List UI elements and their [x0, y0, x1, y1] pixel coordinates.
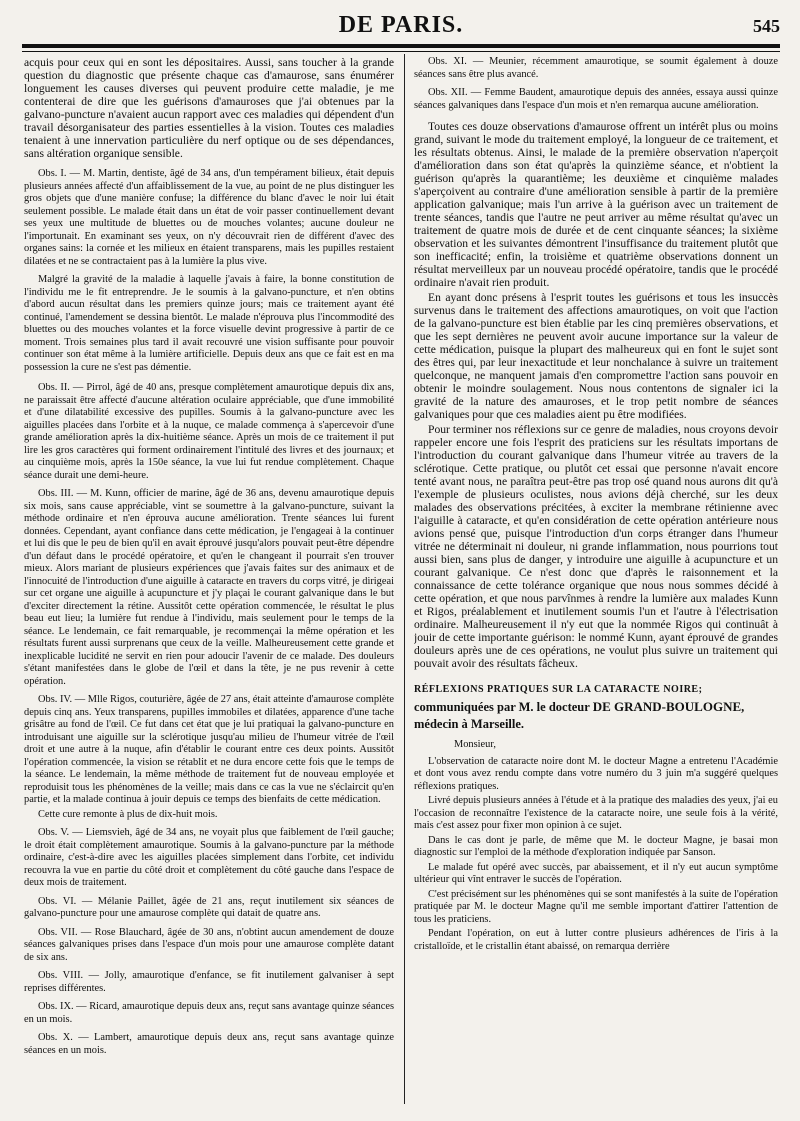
- observation-paragraph: Obs. XII. — Femme Baudent, amaurotique depuis des années, essaya aussi quinze séances galvaniques dans l'espace d'un mois et n'en remarqua aucune amélioration.: [414, 87, 778, 111]
- letter-paragraph: C'est précisément sur les phénomènes qui se sont manifestés à la suite de l'opération pratiquée par M. le docteur Magne qu'il me semble important d'attirer l'attention de tous les praticiens.: [414, 888, 778, 925]
- header-rule-thick: [22, 44, 780, 48]
- section-heading-caps: RÉFLEXIONS PRATIQUES SUR LA CATARACTE NOIRE;: [414, 684, 703, 695]
- letter-paragraph: Le malade fut opéré avec succès, par abaissement, et il n'y eut aucun symptôme ultérieur qui vînt entraver le succès de l'opération.: [414, 861, 778, 885]
- letter-paragraph: L'observation de cataracte noire dont M. le docteur Magne a entretenu l'Académie et dont vous avez rendu compte dans votre numéro du 3 juin m'a suggéré quelques réflexions pratiques.: [414, 755, 778, 792]
- observation-paragraph: Obs. VI. — Mélanie Paillet, âgée de 21 ans, reçut inutilement six séances de galvano-puncture pour une amaurose complète qui datait de quatre ans.: [24, 895, 394, 919]
- letter-paragraph: Livré depuis plusieurs années à l'étude et à la pratique des maladies des yeux, j'ai eu l'occasion de reconnaître l'existence de la cataracte noire, une seule fois à la vérité, mais c'est assez pour fixer mon opinion à ce sujet.: [414, 795, 778, 831]
- discussion-paragraph: Pour terminer nos réflexions sur ce genre de maladies, nous croyons devoir rappeler encore une fois l'esprit des praticiens sur les résultats importans de l'introduction du courant galvanique dans l'humeur vitrée au travers de la sclérotique. Cette pratique, ou plutôt cet essai que personne n'avait encore tenté avant nous, ne paraîtra peut-être pas trop osé quand nous aurons dit qu'à l'exemple de plusieurs oculistes, nous avions déjà cherché, sur les deux malades des observations précitées, à exciter la membrane rétinienne avec l'aiguille à cataracte, et qu'en considération de cette opération antérieure nous avions pensé que, puisque l'introduction d'un corps étranger dans l'humeur vitrée ne déterminait ni douleur, ni grande inflammation, nous pourrions tout aussi bien, sans plus de danger, y introduire une aiguille à acupuncture et un courant galvanique. Ce n'est donc que d'après le raisonnement et la connaissance de cette tolérance organique que nous nous sommes décidé à cette opération, et que nous parvînmes à rendre la lumière aux malades Kunn et Rigos, préalablement et inutilement soumis l'un et l'autre à l'électrisation ordinaire. Malheureusement il n'y eut que la nommée Rigos qui continuât à jouir de cette importante guérison: le nommé Kunn, ayant éprouvé de grandes douleurs après une de ces opérations, ne voulut plus suivre un traitement qui pouvait avoir des résultats fâcheux.: [414, 423, 778, 670]
- discussion-paragraph: Toutes ces douze observations d'amaurose offrent un intérêt plus ou moins grand, suivant le mode du traitement employé, la longueur de ce traitement, et les résultats obtenus. Ainsi, le malade de la première observation n'aperçoit d'amélioration dans son état qu'après la quinzième séance, et n'obtient la guérison qu'après la quarantième; les deuxième et cinquième malades s'aperçoivent au contraire d'une amélioration sensible à partir de la première application galvanique; mais l'un arrive à la guérison avec un traitement de trente séances, tandis que l'autre ne peut arriver au même résultat qu'avec un traitement de quatre mois de durée et de cent cinquante séances; la sixième observation et les suivantes démontrent l'insuffisance du traitement plutôt que son inefficacité; enfin, la troisième et quatrième observations donnent un résultat merveilleux par un nouveau procédé opératoire, tandis que le procédé ordinaire n'avait rien produit.: [414, 120, 778, 289]
- page-header: [22, 12, 780, 40]
- observation-paragraph: Obs. V. — Liemsvieh, âgé de 34 ans, ne voyait plus que faiblement de l'œil gauche; le droit était complètement amaurotique. Soumis à la galvano-puncture par la méthode ordinaire, c'est-à-dire avec les aiguilles placées simplement dans l'orbite, cet individu recouvra la vue en partie du côté droit et complètement du côté gauche dans l'espace de deux mois de traitement.: [24, 827, 394, 888]
- letter-salutation: Monsieur,: [454, 739, 497, 750]
- page-number: 545: [753, 16, 780, 36]
- observation-paragraph: Obs. VII. — Rose Blauchard, âgée de 30 ans, n'obtint aucun amendement de douze séances galvaniques prises dans l'espace d'un mois pour une amaurose complète datant de six ans.: [24, 926, 394, 963]
- observation-paragraph: Obs. XI. — Meunier, récemment amaurotique, se soumit également à douze séances sans être plus avancé.: [414, 56, 778, 80]
- observation-paragraph: Obs. X. — Lambert, amaurotique depuis deux ans, reçut sans avantage quinze séances en un mois.: [24, 1032, 394, 1056]
- observation-paragraph: Obs. I. — M. Martin, dentiste, âgé de 34 ans, d'un tempérament bilieux, était depuis plusieurs années affecté d'un affaiblissement de la vue, au point de ne plus distinguer les gros objets que d'une manière confuse; la différence du blanc d'avec le noir lui était seulement possible. Le malade était dans un état de voir passer continuellement devant ses yeux une multitude de bluettes ou de mouches volantes; aucune douleur ne l'importunait. En examinant ses yeux, on n'y découvrait rien de différent d'avec des organes sains: la cornée et les milieux en étaient transparens, mais les pupilles restaient dilatées et ne se contractaient pas à la lumière la plus vive.: [24, 168, 394, 267]
- observation-paragraph: Obs. IV. — Mlle Rigos, couturière, âgée de 27 ans, était atteinte d'amaurose complète depuis cinq ans. Yeux transparens, pupilles immobiles et dilatées, apparence d'une tache grisâtre au fond de l'œil. Ce fut dans cet état que je lui pratiquai la galvano-puncture en introduisant une aiguille sur la sclérotique jusqu'au milieu de l'humeur vitrée de l'œil droit et une autre à la nuque, afin d'établir le courant entre ces deux points. Aussitôt l'opération commencée, la vision se rétablit et ne dura encore cette fois que le temps de la séance. Le lendemain, la même méthode de traitement fut de nouveau employée et reproduisit tous les phénomènes de la veille; mais dans ce cas la vue ne s'éclaircit qu'en partie, et la malade continua à jouir depuis ce temps des bienfaits de cette médication.: [24, 694, 394, 805]
- right-column: [414, 56, 778, 1101]
- column-divider: [404, 54, 405, 1104]
- section-heading-rest: communiquées par M. le docteur: [414, 700, 593, 714]
- header-rule-thin: [22, 51, 780, 52]
- observation-paragraph: Obs. VIII. — Jolly, amaurotique d'enfance, se fit inutilement galvaniser à sept reprises différentes.: [24, 970, 394, 994]
- discussion-paragraph: En ayant donc présens à l'esprit toutes les guérisons et tous les insuccès survenus dans le traitement des affections amaurotiques, on voit que l'action de la galvano-puncture est bien établie par les cinq premières observations, et que les sept dernières ne peuvent avoir aucune importance sur la valeur de cette médication, puisque la plupart des malheureux qui en font le sujet sont des êtres qui, par leur inexactitude et leur nonchalance à suivre un traitement quelconque, ne manquent jamais d'en compromettre l'action sans pouvoir en obtenir le moindre soulagement. Nous nous contentons de signaler ici la gravité de la nature des amauroses, et le trop petit nombre de séances galvaniques pour que ces maladies aient pu être modifiées.: [414, 291, 778, 421]
- observation-paragraph: Malgré la gravité de la maladie à laquelle j'avais à faire, la bonne constitution de l'individu me le fit entreprendre. Je le soumis à la galvano-puncture, et n'en obtins d'abord aucun résultat dans les premiers quinze jours; mais ce traitement ayant été continué, l'amendement se dessina bientôt. Le malade n'éprouva plus l'incommodité des bluettes ou des mouches volantes et la force visuelle devint progressive à partir de ce moment. Trois semaines plus tard il avait recouvré une vision suffisante pour pouvoir continuer son état même à la lumière artificielle. Depuis deux ans que ce fait est en ma possession la cure ne s'est pas démentie.: [24, 274, 394, 373]
- letter-paragraph: Pendant l'opération, on eut à lutter contre plusieurs adhérences de l'iris à la cristalloïde, et le cristallin étant abaissé, on remarqua derrière: [414, 928, 778, 952]
- observation-paragraph: Obs. II. — Pirrol, âgé de 40 ans, presque complètement amaurotique depuis dix ans, ne paraissait être affecté d'aucune altération oculaire appréciable, que d'une immobilité et d'une dilatabilité excessive des pupilles. Soumis à la galvano-puncture avec les aiguilles placées dans l'orbite et à la nuque, ce malade commença à s'apercevoir d'une grande amélioration après la dix-huitième séance. Après un mois de ce traitement il put lire les gros caractères qui forment ordinairement l'intitulé des livres et des journaux; et au cinquième mois, après la 150e séance, la vue lui fut rendue complètement. Chaque séance durait une demi-heure.: [24, 382, 394, 481]
- page-title: DE PARIS.: [338, 12, 464, 38]
- letter-paragraph: Dans le cas dont je parle, de même que M. le docteur Magne, je basai mon diagnostic sur l'emploi de la méthode d'exploration indiquée par Sanson.: [414, 834, 778, 858]
- observation-paragraph: Cette cure remonte à plus de dix-huit mois.: [38, 808, 218, 820]
- section-heading-tail: , médecin à Marseille.: [414, 700, 745, 731]
- observation-paragraph: Obs. III. — M. Kunn, officier de marine, âgé de 36 ans, devenu amaurotique depuis six mois, sans cause appréciable, vint se soumettre à la galvano-puncture, suivant la méthode ordinaire et n'en éprouva aucune amélioration. Trente séances lui furent données. Cependant, ayant confiance dans cette médication, je l'engageai à la continuer et lui dis que le peu de bien qu'il en avait éprouvé jusqu'alors pouvait peut-être dépendre d'un défaut dans le procédé opératoire, et qu'en le changeant il pourrait s'en trouver mieux. Alors mariant de plusieurs expériences que j'avais faites sur des animaux et de l'innocuité de l'introduction d'une aiguille à cataracte en travers du corps vitré, je dirigeai sur cet organe une aiguille à acupuncture et j'y plaçai le courant galvanique dans le but d'exciter directement la rétine. Aussitôt cette opération commencée, le résultat le plus beau eut lieu; la lumière fut rendue à l'individu, mais seulement pour le temps de la séance. Le lendemain, ce fait remarquable, je recommençai la même opération et les résultats furent aussi surprenans que ceux de la veille. Malheureusement cette grande et inexplicable lucidité ne servit en rien pour adoucir l'avenir de ce malade. Des douleurs s'étant manifestées dans le globe de l'œil et dans la tête, je ne pus revenir à cette opération.: [24, 488, 394, 687]
- intro-paragraph: acquis pour ceux qui en sont les dépositaires. Aussi, sans toucher à la grande question du diagnostic que présente chaque cas d'amaurose, sans énumérer longuement les causes diverses qui peuvent produire cette maladie, je me contenterai de dire que les guérisons d'amauroses que j'ai obtenues par la galvano-puncture n'avaient aucun rapport avec ces maladies qui dépendent d'un travail désorganisateur des parties essentielles à la vision. Toutes ces maladies tenaient à une innervation particulière du nerf optique ou de ses dépendances, sans altération organique sensible.: [24, 56, 394, 160]
- section-heading: [414, 680, 778, 733]
- observation-paragraph: Obs. IX. — Ricard, amaurotique depuis deux ans, reçut sans avantage quinze séances en un mois.: [24, 1001, 394, 1025]
- left-column: [24, 56, 394, 1101]
- section-heading-author: DE GRAND-BOULOGNE: [592, 699, 742, 714]
